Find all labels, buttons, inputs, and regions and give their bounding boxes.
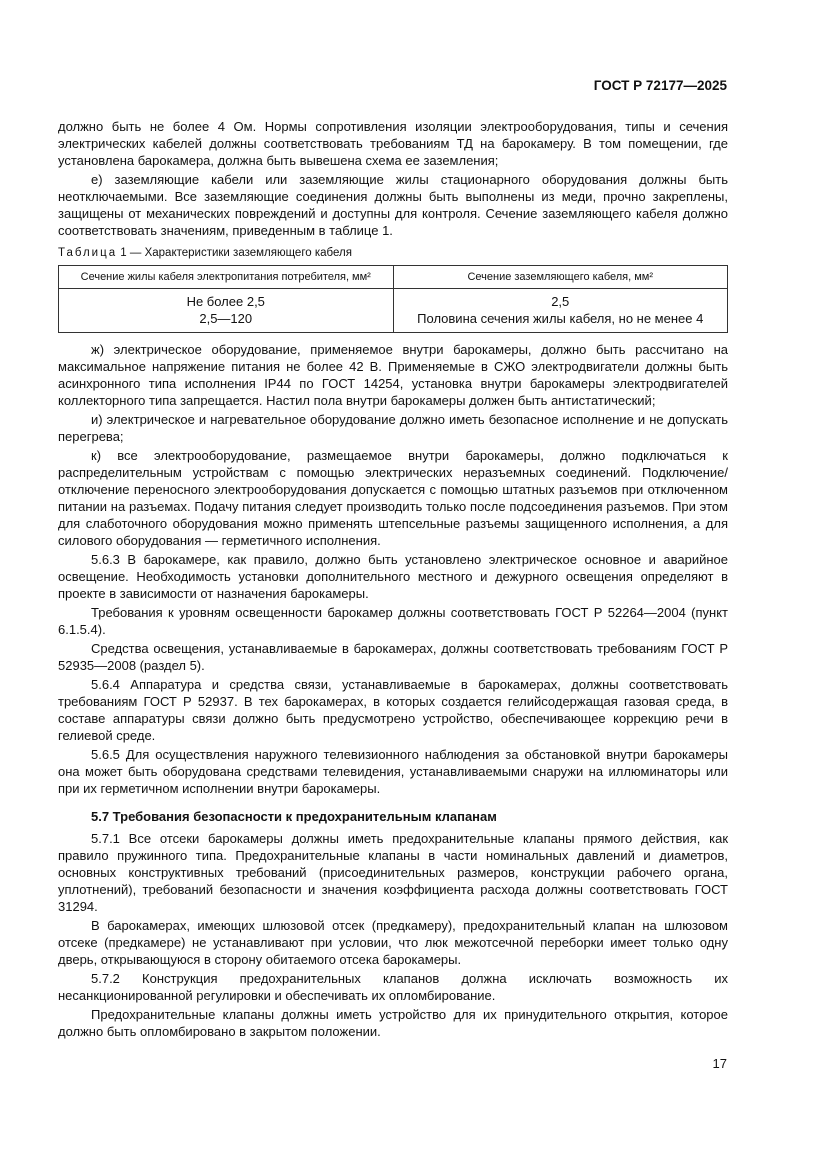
paragraph: Средства освещения, устанавливаемые в барокамерах, должны соответствовать требованиям ГОСТ Р 52935—2008 (раздел 5). [58,641,728,673]
paragraph: 5.6.3 В барокамере, как правило, должно быть установлено электрическое основное и аварийное освещение. Необходимость установки дополнительного местного и дежурного освещения определяют в проекте в зависимости от назначения барокамеры. [58,552,728,601]
paragraph: к) все электрооборудование, размещаемое внутри барокамеры, должно подключаться к распределительным устройствам с помощью электрических неразъемных соединений. Подключение/отключение переносного электрооборудования допускается с помощью штатных разъемов при отключенном питании на разъемах. Подачу питания следует производить только после подсоединения разъемов. При этом для слаботочного оборудования можно применять штепсельные разъемы защищенного исполнения, а для силового оборудования — герметичного исполнения. [58,448,728,548]
paragraph: и) электрическое и нагревательное оборудование должно иметь безопасное исполнение и не допускать перегрева; [58,412,728,444]
paragraph: 5.7.1 Все отсеки барокамеры должны иметь предохранительные клапаны прямого действия, как правило пружинного типа. Предохранительные клапаны в части номинальных давлений и диаметров, основных конструктивных требований (присоединительных размеров, конструкции рабочего органа, уплотнений), требований безопасности и значения коэффициента расхода должны соответствовать ГОСТ 31294. [58,831,728,914]
table-cell: 2,5 [393,289,728,311]
paragraph: е) заземляющие кабели или заземляющие жилы стационарного оборудования должны быть неотключаемыми. Все заземляющие соединения должны быть выполнены из меди, прочно закреплены, защищены от механических повреждений и доступны для контроля. Сечение заземляющего кабеля должно соответствовать значениям, приведенным в таблице 1. [58,172,728,238]
grounding-cable-table [58,265,728,333]
paragraph: 5.6.4 Аппаратура и средства связи, устанавливаемые в барокамерах, должны соответствовать требованиям ГОСТ Р 52937. В тех барокамерах, в которых создается гелийсодержащая газовая среда, в составе аппаратуры связи должно быть предусмотрено устройство, обеспечивающее коррекцию речи в гелиевой среде. [58,677,728,743]
table-caption-word: Таблица [58,247,118,259]
section-heading: 5.7 Требования безопасности к предохранительным клапанам [91,809,497,824]
table-caption [58,247,728,259]
paragraph: должно быть не более 4 Ом. Нормы сопротивления изоляции электрооборудования, типы и сечения электрических кабелей должны соответствовать требованиям ТД на барокамеру. В том помещении, где установлена барокамера, должна быть вывешена схема ее заземления; [58,119,728,168]
table-header-row [59,266,728,289]
paragraph: 5.7.2 Конструкция предохранительных клапанов должна исключать возможность их несанкционированной регулировки и обеспечивать их опломбирование. [58,971,728,1003]
table-cell: Половина сечения жилы кабеля, но не менее 4 [393,310,728,333]
paragraph: 5.6.5 Для осуществления наружного телевизионного наблюдения за обстановкой внутри барокамеры она может быть оборудована средствами телевидения, устанавливаемыми снаружи на иллюминаторы или при их герметичном исполнении внутри барокамеры. [58,747,728,796]
table-cell: 2,5—120 [59,310,394,333]
table-row [59,310,728,333]
table-row [59,289,728,311]
page-number: 17 [712,1056,727,1071]
column-header-consumer-cable: Сечение жилы кабеля электропитания потребителя, мм² [59,266,394,289]
table-caption-title: 1 — Характеристики заземляющего кабеля [120,247,352,259]
column-header-grounding-cable: Сечение заземляющего кабеля, мм² [393,266,728,289]
paragraph: В барокамерах, имеющих шлюзовой отсек (предкамеру), предохранительный клапан на шлюзовом отсеке (предкамере) не устанавливают при условии, что люк межотсечной переборки имеет только одну дверь, открывающуюся в сторону обитаемого отсека барокамеры. [58,918,728,967]
paragraph: ж) электрическое оборудование, применяемое внутри барокамеры, должно быть рассчитано на максимальное напряжение питания не более 42 В. Применяемые в СЖО электродвигатели должны быть асинхронного типа исполнения IP44 по ГОСТ 14254, установка внутри барокамеры электродвигателей коллекторного типа запрещается. Настил пола внутри барокамеры должен быть антистатический; [58,342,728,408]
paragraph: Требования к уровням освещенности барокамер должны соответствовать ГОСТ Р 52264—2004 (пункт 6.1.5.4). [58,605,728,637]
table-cell: Не более 2,5 [59,289,394,311]
page-body [58,118,728,1040]
paragraph: Предохранительные клапаны должны иметь устройство для их принудительного открытия, которое должно быть опломбировано в закрытом положении. [58,1007,728,1039]
document-number: ГОСТ Р 72177—2025 [593,78,727,93]
